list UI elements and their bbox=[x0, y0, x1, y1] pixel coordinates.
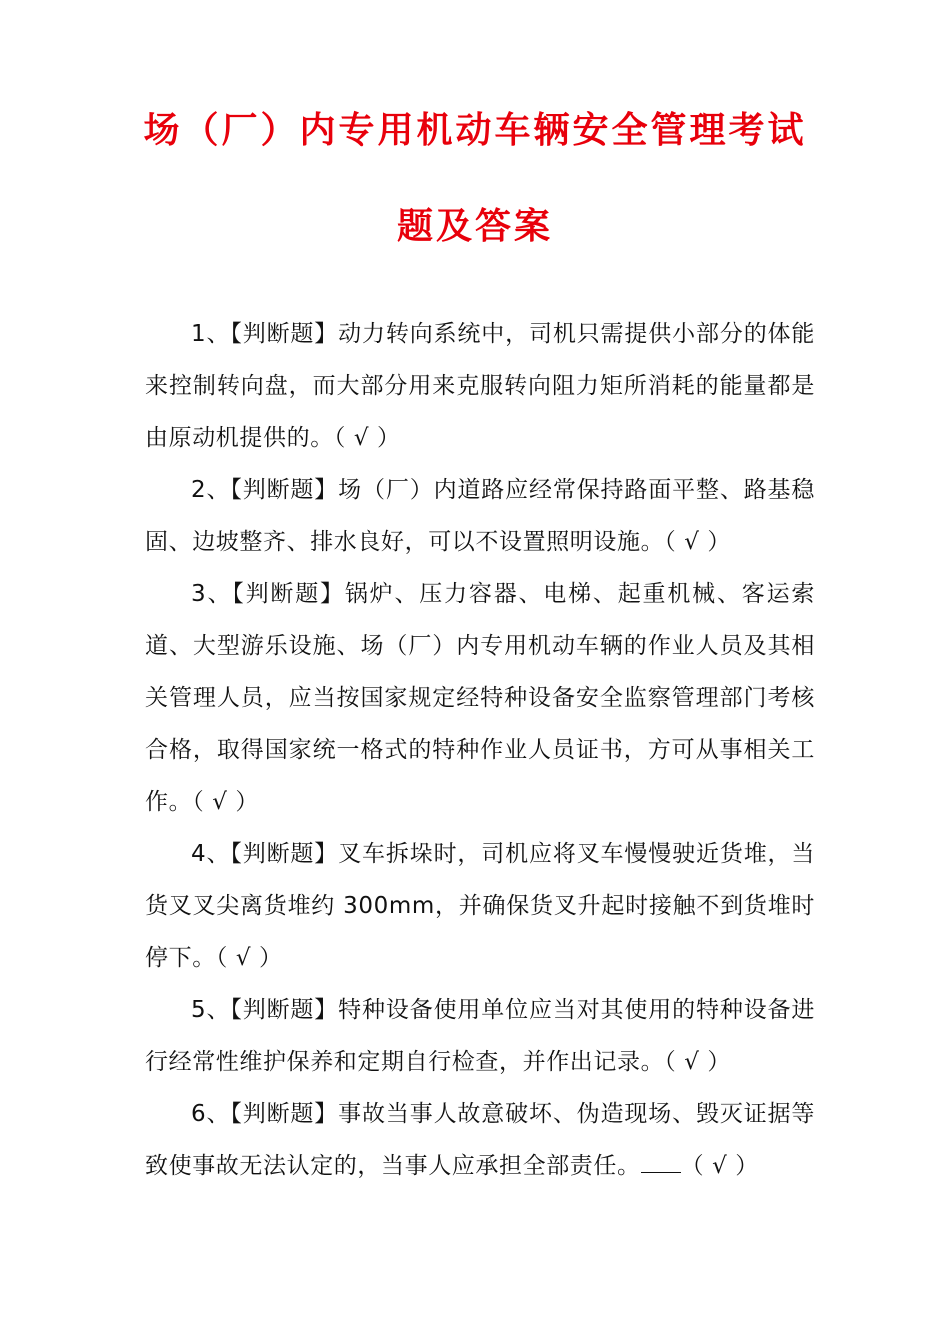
question-text: 场（厂）内道路应经常保持路面平整、路基稳固、边坡整齐、排水良好，可以不设置照明设施。 bbox=[145, 477, 816, 555]
question-type: 【判断题】 bbox=[230, 997, 339, 1023]
question-type: 【判断题】 bbox=[230, 477, 339, 503]
question-type: 【判断题】 bbox=[232, 581, 345, 607]
question-text: 事故当事人故意破坏、伪造现场、毁灭证据等致使事故无法认定的，当事人应承担全部责任。 bbox=[145, 1101, 816, 1179]
question-number: 6、 bbox=[191, 1101, 231, 1127]
question-type: 【判断题】 bbox=[230, 841, 339, 867]
question-number: 4、 bbox=[191, 841, 231, 867]
question-answer: （ √ ） bbox=[215, 945, 283, 971]
question-text: 动力转向系统中，司机只需提供小部分的体能来控制转向盘，而大部分用来克服转向阻力矩所消耗的能量都是由原动机提供的。 bbox=[145, 321, 816, 451]
answer-blank-line bbox=[641, 1154, 681, 1173]
document-title-line-1: 场（厂）内专用机动车辆安全管理考试 bbox=[143, 109, 807, 151]
question-type: 【判断题】 bbox=[230, 1101, 339, 1127]
question-text: 特种设备使用单位应当对其使用的特种设备进行经常性维护保养和定期自行检查，并作出记录。 bbox=[145, 997, 816, 1075]
question-item bbox=[145, 308, 815, 464]
question-item bbox=[145, 568, 815, 828]
question-number: 1、 bbox=[191, 321, 231, 347]
question-text: 叉车拆垛时，司机应将叉车慢慢驶近货堆，当货叉叉尖离货堆约 300mm，并确保货叉升起时接触不到货堆时停下。 bbox=[145, 841, 816, 971]
question-item bbox=[145, 984, 815, 1088]
question-item bbox=[145, 1088, 815, 1192]
question-number: 2、 bbox=[191, 477, 231, 503]
question-text: 锅炉、压力容器、电梯、起重机械、客运索道、大型游乐设施、场（厂）内专用机动车辆的作业人员及其相关管理人员，应当按国家规定经特种设备安全监察管理部门考核合格，取得国家统一格式的特种作业人员证书，方可从事相关工作。 bbox=[145, 581, 816, 815]
question-list bbox=[145, 308, 815, 1192]
question-number: 5、 bbox=[191, 997, 231, 1023]
question-item bbox=[145, 464, 815, 568]
question-answer: （ √ ） bbox=[333, 425, 401, 451]
question-answer: （ √ ） bbox=[192, 789, 259, 815]
question-answer: （ √ ） bbox=[664, 1049, 731, 1075]
question-type: 【判断题】 bbox=[230, 321, 339, 347]
document-title-line-2: 题及答案 bbox=[396, 205, 553, 247]
question-answer: （ √ ） bbox=[680, 1153, 759, 1179]
question-answer: （ √ ） bbox=[664, 529, 731, 555]
question-item bbox=[145, 828, 815, 984]
question-number: 3、 bbox=[191, 581, 233, 607]
